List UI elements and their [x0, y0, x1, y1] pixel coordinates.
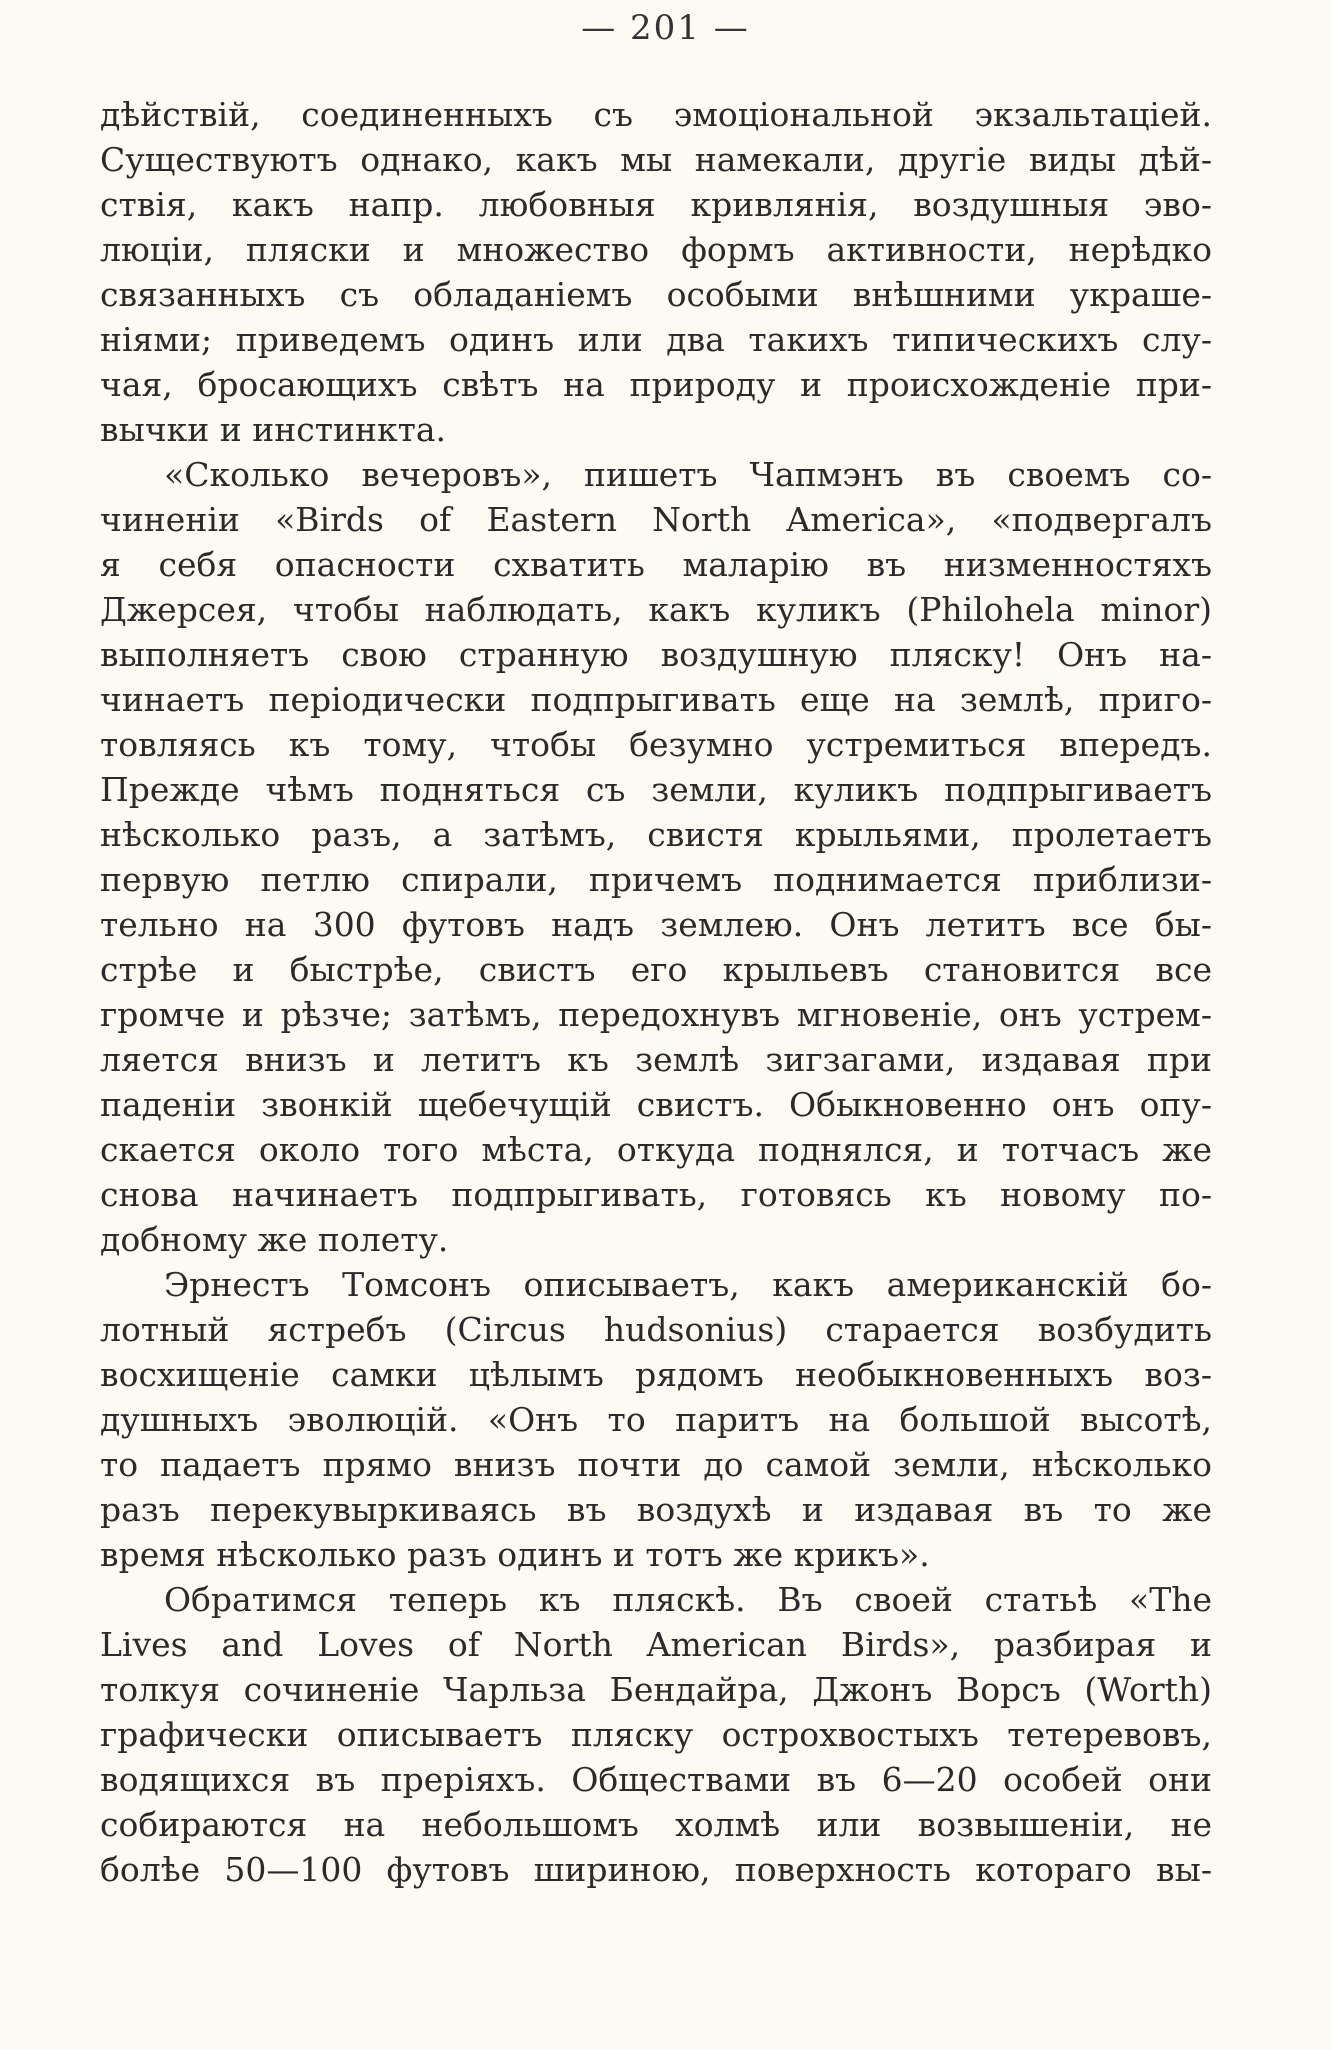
text-line: собираются на небольшомъ холмѣ или возвышеніи, не	[100, 1805, 1212, 1844]
text-line: я себя опасности схватить маларію въ низменностяхъ	[100, 545, 1212, 584]
text-line: снова начинаетъ подпрыгивать, готовясь къ новому по-	[100, 1175, 1212, 1214]
text-line: выполняетъ свою странную воздушную пляску! Онъ на-	[100, 635, 1212, 674]
text-line: Lives and Loves of North American Birds», разбирая и	[100, 1625, 1212, 1664]
text-line: люціи, пляски и множество формъ активности, нерѣдко	[100, 230, 1212, 269]
text-line: тельно на 300 футовъ надъ землею. Онъ летитъ все бы-	[100, 905, 1212, 944]
text-line: нѣсколько разъ, а затѣмъ, свистя крыльями, пролетаетъ	[100, 815, 1212, 854]
text-line: лотный ястребъ (Circus hudsonius) старается возбудить	[100, 1310, 1212, 1349]
text-line: водящихся въ преріяхъ. Обществами въ 6—20 особей они	[100, 1760, 1212, 1799]
text-line: связанныхъ съ обладаніемъ особыми внѣшними украше-	[100, 275, 1212, 314]
text-line: первую петлю спирали, причемъ поднимается приблизи-	[100, 860, 1212, 899]
text-line: толкуя сочиненіе Чарльза Бендайра, Джонъ Ворсъ (Worth)	[100, 1670, 1212, 1709]
text-line: скается около того мѣста, откуда поднялся, и тотчасъ же	[100, 1130, 1212, 1169]
text-line: чая, бросающихъ свѣтъ на природу и происхожденіе при-	[100, 365, 1212, 404]
text-line: товляясь къ тому, чтобы безумно устремиться впередъ.	[100, 725, 1212, 764]
text-line: ніями; приведемъ одинъ или два такихъ типическихъ слу-	[100, 320, 1212, 359]
text-line: то падаетъ прямо внизъ почти до самой земли, нѣсколько	[100, 1445, 1212, 1484]
text-line: вычки и инстинкта.	[100, 410, 447, 449]
text-line: громче и рѣзче; затѣмъ, передохнувъ мгновеніе, онъ устрем-	[100, 995, 1212, 1034]
text-line: чинаетъ періодически подпрыгивать еще на землѣ, приго-	[100, 680, 1212, 719]
page-number: — 201 —	[581, 8, 750, 48]
text-line: ляется внизъ и летитъ къ землѣ зигзагами, издавая при	[100, 1040, 1212, 1079]
text-line: Эрнестъ Томсонъ описываетъ, какъ американскій бо-	[164, 1265, 1212, 1304]
text-line: Существуютъ однако, какъ мы намекали, другіе виды дѣй-	[100, 140, 1212, 179]
text-line: душныхъ эволюцій. «Онъ то паритъ на большой высотѣ,	[100, 1400, 1212, 1439]
text-body	[100, 92, 1212, 1892]
text-line: Джерсея, чтобы наблюдать, какъ куликъ (Philohela minor)	[100, 590, 1212, 629]
text-line: графически описываетъ пляску острохвостыхъ тетеревовъ,	[100, 1715, 1212, 1754]
text-line: разъ перекувыркиваясь въ воздухѣ и издавая въ то же	[100, 1490, 1212, 1529]
text-line: Прежде чѣмъ подняться съ земли, куликъ подпрыгиваетъ	[100, 770, 1212, 809]
text-line: дѣйствій, соединенныхъ съ эмоціональной экзальтаціей.	[100, 95, 1212, 134]
text-line: восхищеніе самки цѣлымъ рядомъ необыкновенныхъ воз-	[100, 1355, 1212, 1394]
text-line: ствія, какъ напр. любовныя кривлянія, воздушныя эво-	[100, 185, 1212, 224]
text-line: Обратимся теперь къ пляскѣ. Въ своей статьѣ «The	[164, 1580, 1212, 1619]
text-line: паденіи звонкій щебечущій свистъ. Обыкновенно онъ опу-	[100, 1085, 1212, 1124]
text-line: «Сколько вечеровъ», пишетъ Чапмэнъ въ своемъ со-	[164, 455, 1212, 494]
text-line: стрѣе и быстрѣе, свистъ его крыльевъ становится все	[100, 950, 1212, 989]
text-line: чиненіи «Birds of Eastern North America», «подвергалъ	[100, 500, 1212, 539]
text-line: болѣе 50—100 футовъ шириною, поверхность котораго вы-	[100, 1850, 1212, 1889]
text-line: добному же полету.	[100, 1220, 449, 1259]
text-line: время нѣсколько разъ одинъ и тотъ же крикъ».	[100, 1535, 930, 1574]
